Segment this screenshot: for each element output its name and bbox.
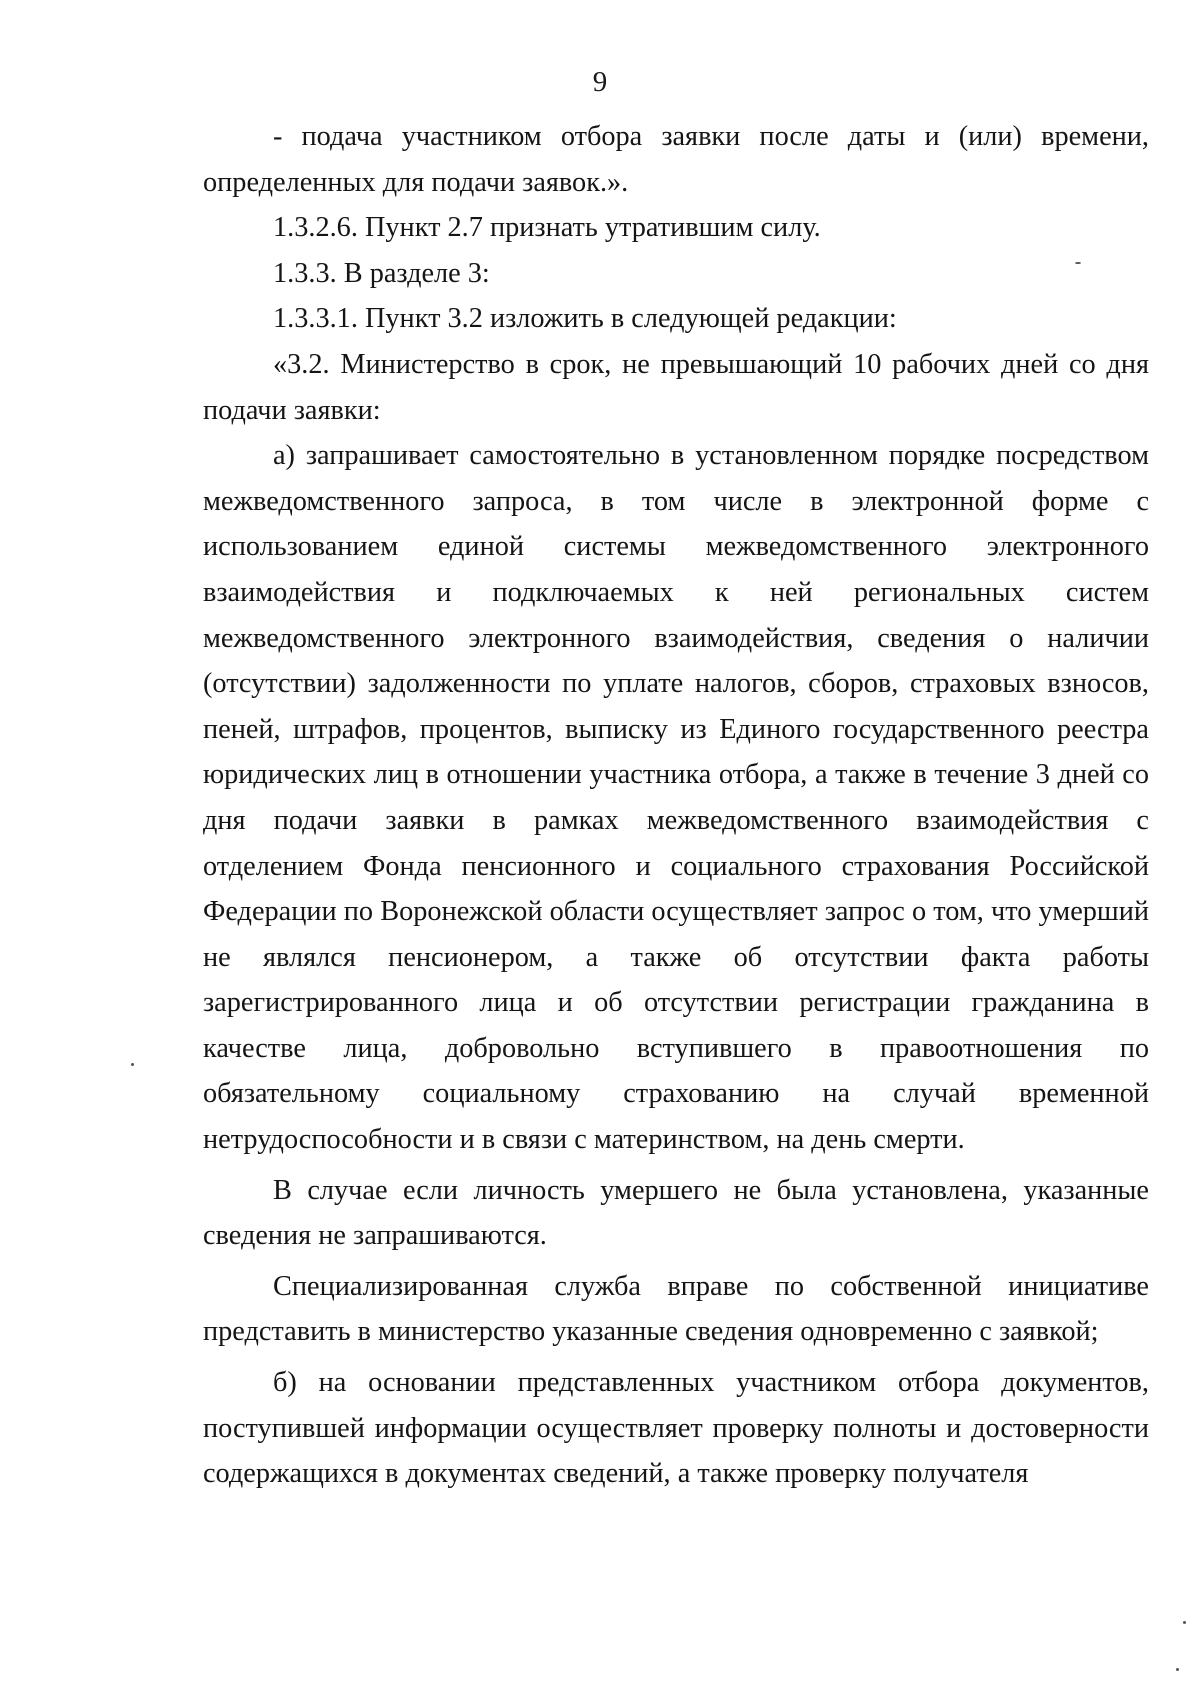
document-body [203,114,1149,1497]
paragraph-submission-after-deadline: - подача участником отбора заявки после даты и (или) времени, определенных для подачи заявок.». [203,121,1149,198]
paragraph-1-3-3-1: 1.3.3.1. Пункт 3.2 изложить в следующей редакции: [273,303,897,335]
paragraph-1-3-3: 1.3.3. В разделе 3: [273,257,490,289]
paragraph-3-2-intro: «3.2. Министерство в срок, не превышающий 10 рабочих дней со дня подачи заявки: [203,348,1149,426]
paragraph-item-a: а) запрашивает самостоятельно в установленном порядке посредством межведомственного запроса, в том числе в электронной форме с использованием единой системы межведомственного электронного взаимодействия и подключаемых к ней региональных систем межведомственного электронного взаимодействия, сведения о наличии (отсутствии) задолженности по уплате налогов, сборов, страховых взносов, пеней, штрафов, процентов, выписку из Единого государственного реестра юридических лиц в отношении участника отбора, а также в течение 3 дней со дня подачи заявки в рамках межведомственного взаимодействия с отделением Фонда пенсионного и социального страхования Российской Федерации по Воронежской области осуществляет запрос о том, что умерший не являлся пенсионером, а также об отсутствии факта работы зарегистрированного лица и об отсутствии регистрации гражданина в качестве лица, добровольно вступившего в правоотношения по обязательному социальному страхованию на случай временной нетрудоспособности и в связи с материнством, на день смерти. [203,440,1149,1156]
scan-speck [1183,1621,1186,1624]
paragraph-item-b: б) на основании представленных участником отбора документов, поступившей информации осуществляет проверку полноты и достоверности содержащихся в документах сведений, а также проверку получателя [203,1367,1149,1490]
paragraph-1-3-2-6: 1.3.2.6. Пункт 2.7 признать утратившим силу. [273,212,821,244]
page-number: 9 [592,66,608,98]
scan-speck [1075,262,1081,264]
paragraph-specialized-service: Специализированная служба вправе по собственной инициативе представить в министерство указанные сведения одновременно с заявкой; [203,1270,1149,1348]
scan-speck [131,1063,134,1066]
scan-speck [1176,1668,1179,1671]
paragraph-identity-not-established: В случае если личность умершего не была установлена, указанные сведения не запрашиваются. [203,1174,1149,1252]
